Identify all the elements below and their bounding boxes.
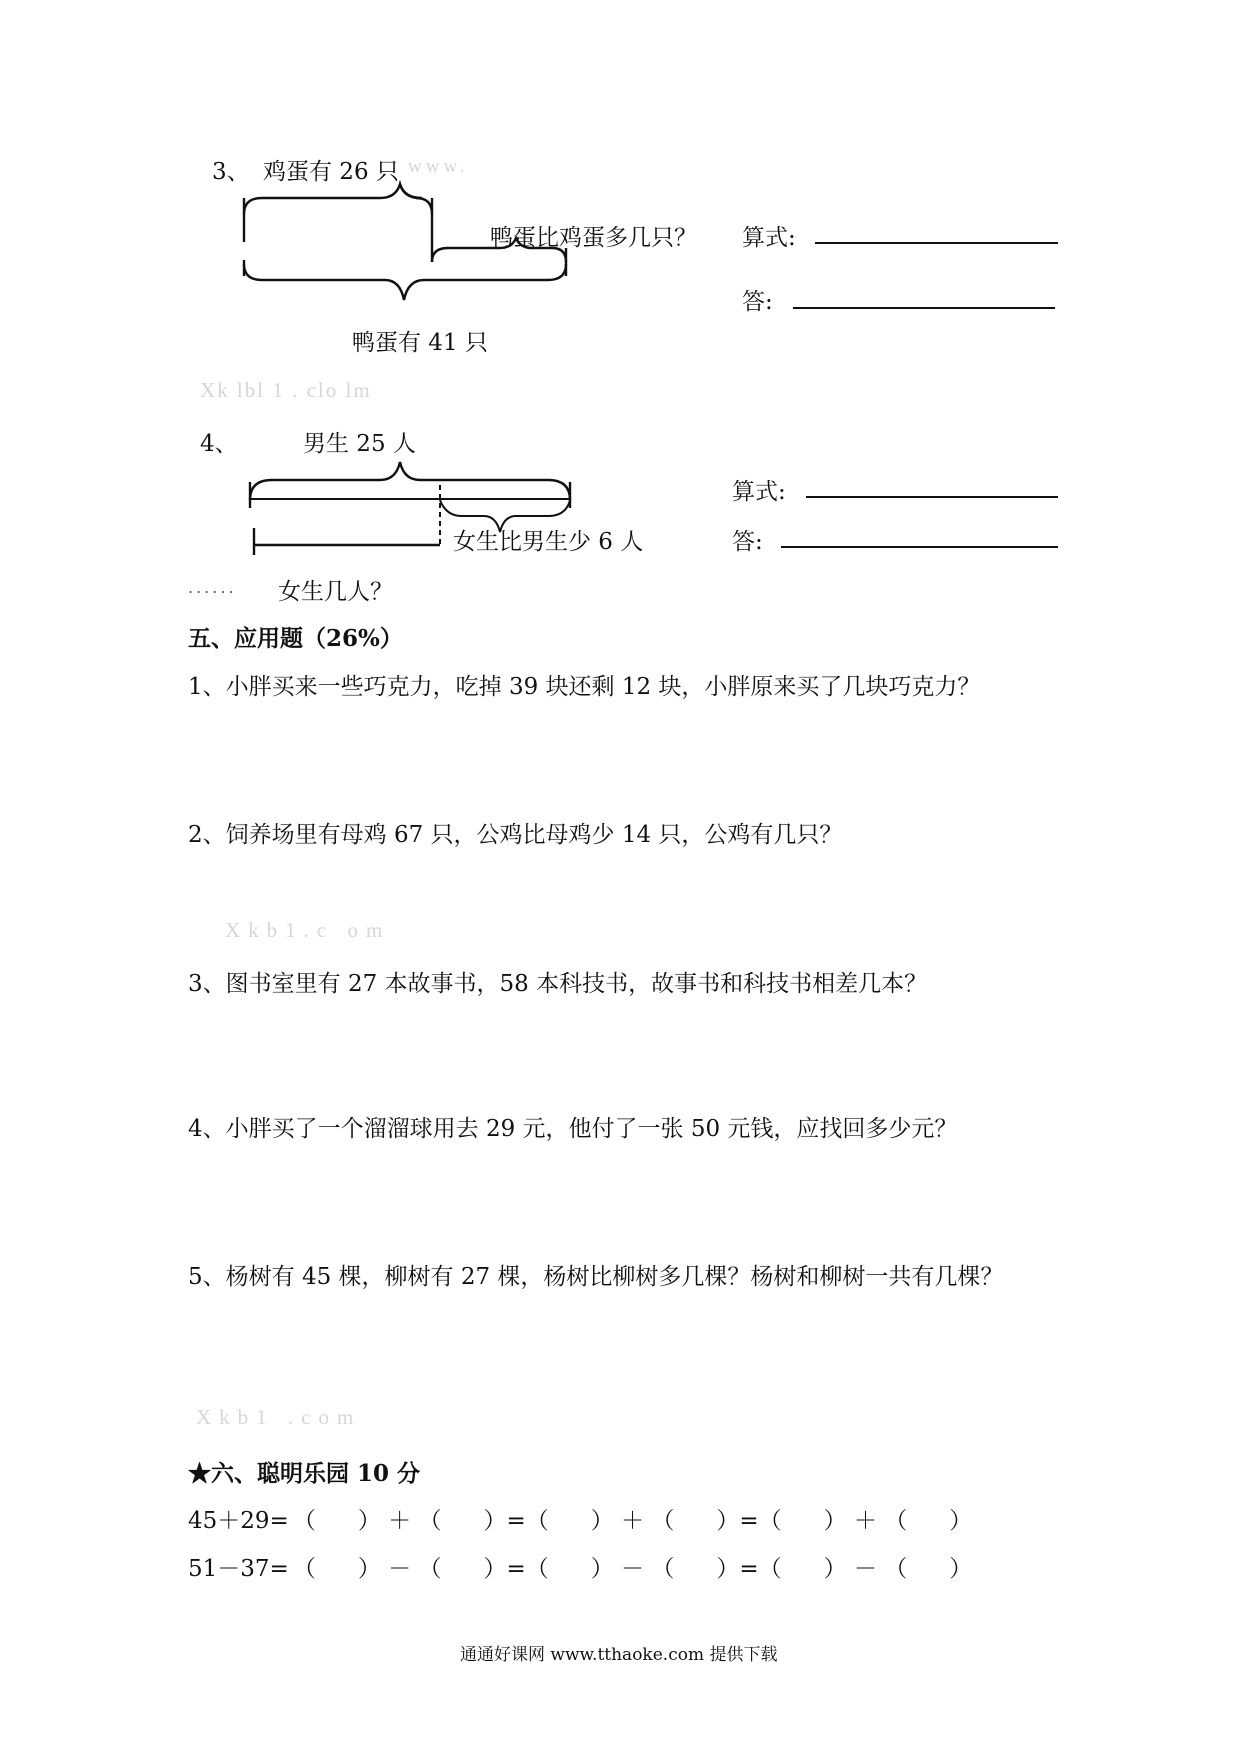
eq1-eq-1: = <box>506 1508 526 1534</box>
close-paren: ） <box>716 1508 740 1534</box>
diagram4-dots: ...... <box>188 578 237 597</box>
eq1-op-1: ＋ <box>388 1508 412 1534</box>
eq2-lhs: 51－37= <box>188 1556 289 1582</box>
open-paren: （ <box>758 1556 782 1582</box>
eq1-lhs: 45＋29= <box>188 1508 289 1534</box>
blank-1-1[interactable] <box>293 1508 381 1534</box>
open-paren: （ <box>651 1508 675 1534</box>
diagram4-question: 女生几人？ <box>278 579 393 605</box>
eq2-op-1: － <box>388 1556 412 1582</box>
open-paren: （ <box>884 1556 908 1582</box>
blank-2-6[interactable] <box>884 1556 972 1582</box>
diagram3-question: 鸭蛋比鸡蛋多几只？ <box>490 225 697 251</box>
watermark-2: Xkb1.c om <box>225 918 391 942</box>
close-paren: ） <box>483 1508 507 1534</box>
diagram4-formula-label: 算式: <box>732 479 786 505</box>
section6-heading: ★六、聪明乐园 10 分 <box>188 1460 421 1487</box>
eq2-eq-1: = <box>506 1556 526 1582</box>
diagram4-brackets <box>0 0 1240 560</box>
close-paren: ） <box>357 1556 381 1582</box>
watermark-1: Xk lbl 1 . clo lm <box>200 378 372 402</box>
open-paren: （ <box>292 1508 316 1534</box>
open-paren: （ <box>651 1556 675 1582</box>
diagram4-top-brace <box>250 462 570 500</box>
close-paren: ） <box>716 1556 740 1582</box>
eq2-eq-2: = <box>739 1556 759 1582</box>
blank-2-1[interactable] <box>293 1556 381 1582</box>
blank-1-5[interactable] <box>759 1508 847 1534</box>
diagram3-bottom-label: 鸭蛋有 41 只 <box>352 330 488 356</box>
diagram4-question-label: 女生比男生少 6 人 <box>453 529 644 555</box>
watermark-3: Xkb1 .com <box>196 1405 362 1429</box>
blank-1-2[interactable] <box>418 1508 506 1534</box>
equation-2 <box>188 1550 972 1583</box>
close-paren: ） <box>949 1556 973 1582</box>
open-paren: （ <box>525 1556 549 1582</box>
diagram4-answer-label: 答: <box>732 529 763 555</box>
problem-1: 1、小胖买来一些巧克力，吃掉 39 块还剩 12 块，小胖原来买了几块巧克力？ <box>188 674 981 700</box>
equation-1 <box>188 1502 972 1535</box>
close-paren: ） <box>823 1556 847 1582</box>
section5-heading: 五、应用题（26%） <box>188 625 403 652</box>
open-paren: （ <box>292 1556 316 1582</box>
open-paren: （ <box>418 1508 442 1534</box>
eq1-eq-2: = <box>739 1508 759 1534</box>
diagram4-formula-line[interactable] <box>806 496 1058 498</box>
watermark-www: www. <box>408 156 469 177</box>
eq2-op-3: － <box>853 1556 877 1582</box>
blank-2-5[interactable] <box>759 1556 847 1582</box>
blank-1-4[interactable] <box>651 1508 739 1534</box>
close-paren: ） <box>823 1508 847 1534</box>
close-paren: ） <box>357 1508 381 1534</box>
blank-1-3[interactable] <box>526 1508 614 1534</box>
close-paren: ） <box>483 1556 507 1582</box>
problem-4: 4、小胖买了一个溜溜球用去 29 元，他付了一张 50 元钱，应找回多少元？ <box>188 1116 958 1142</box>
close-paren: ） <box>590 1508 614 1534</box>
blank-2-4[interactable] <box>651 1556 739 1582</box>
close-paren: ） <box>590 1556 614 1582</box>
diagram3-top-label: 鸡蛋有 26 只 <box>263 159 399 185</box>
problem-5: 5、杨树有 45 棵，柳树有 27 棵，杨树比柳树多几棵？杨树和柳树一共有几棵？ <box>188 1264 1004 1290</box>
blank-2-3[interactable] <box>526 1556 614 1582</box>
blank-1-6[interactable] <box>884 1508 972 1534</box>
problem-3: 3、图书室里有 27 本故事书，58 本科技书，故事书和科技书相差几本？ <box>188 971 928 997</box>
page-footer: 通通好课网 www.tthaoke.com 提供下载 <box>460 1645 778 1665</box>
eq1-op-3: ＋ <box>853 1508 877 1534</box>
diagram4-number: 4、 <box>200 431 238 457</box>
open-paren: （ <box>884 1508 908 1534</box>
open-paren: （ <box>525 1508 549 1534</box>
diagram3-answer-label: 答: <box>742 289 773 315</box>
eq1-op-2: ＋ <box>621 1508 645 1534</box>
blank-2-2[interactable] <box>418 1556 506 1582</box>
problem-2: 2、饲养场里有母鸡 67 只，公鸡比母鸡少 14 只，公鸡有几只？ <box>188 822 843 848</box>
diagram4-answer-line[interactable] <box>781 546 1058 548</box>
eq2-op-2: － <box>621 1556 645 1582</box>
diagram4-top-label: 男生 25 人 <box>303 431 416 457</box>
open-paren: （ <box>758 1508 782 1534</box>
diagram3-formula-label: 算式: <box>742 225 796 251</box>
open-paren: （ <box>418 1556 442 1582</box>
close-paren: ） <box>949 1508 973 1534</box>
diagram3-number: 3、 <box>212 159 250 185</box>
